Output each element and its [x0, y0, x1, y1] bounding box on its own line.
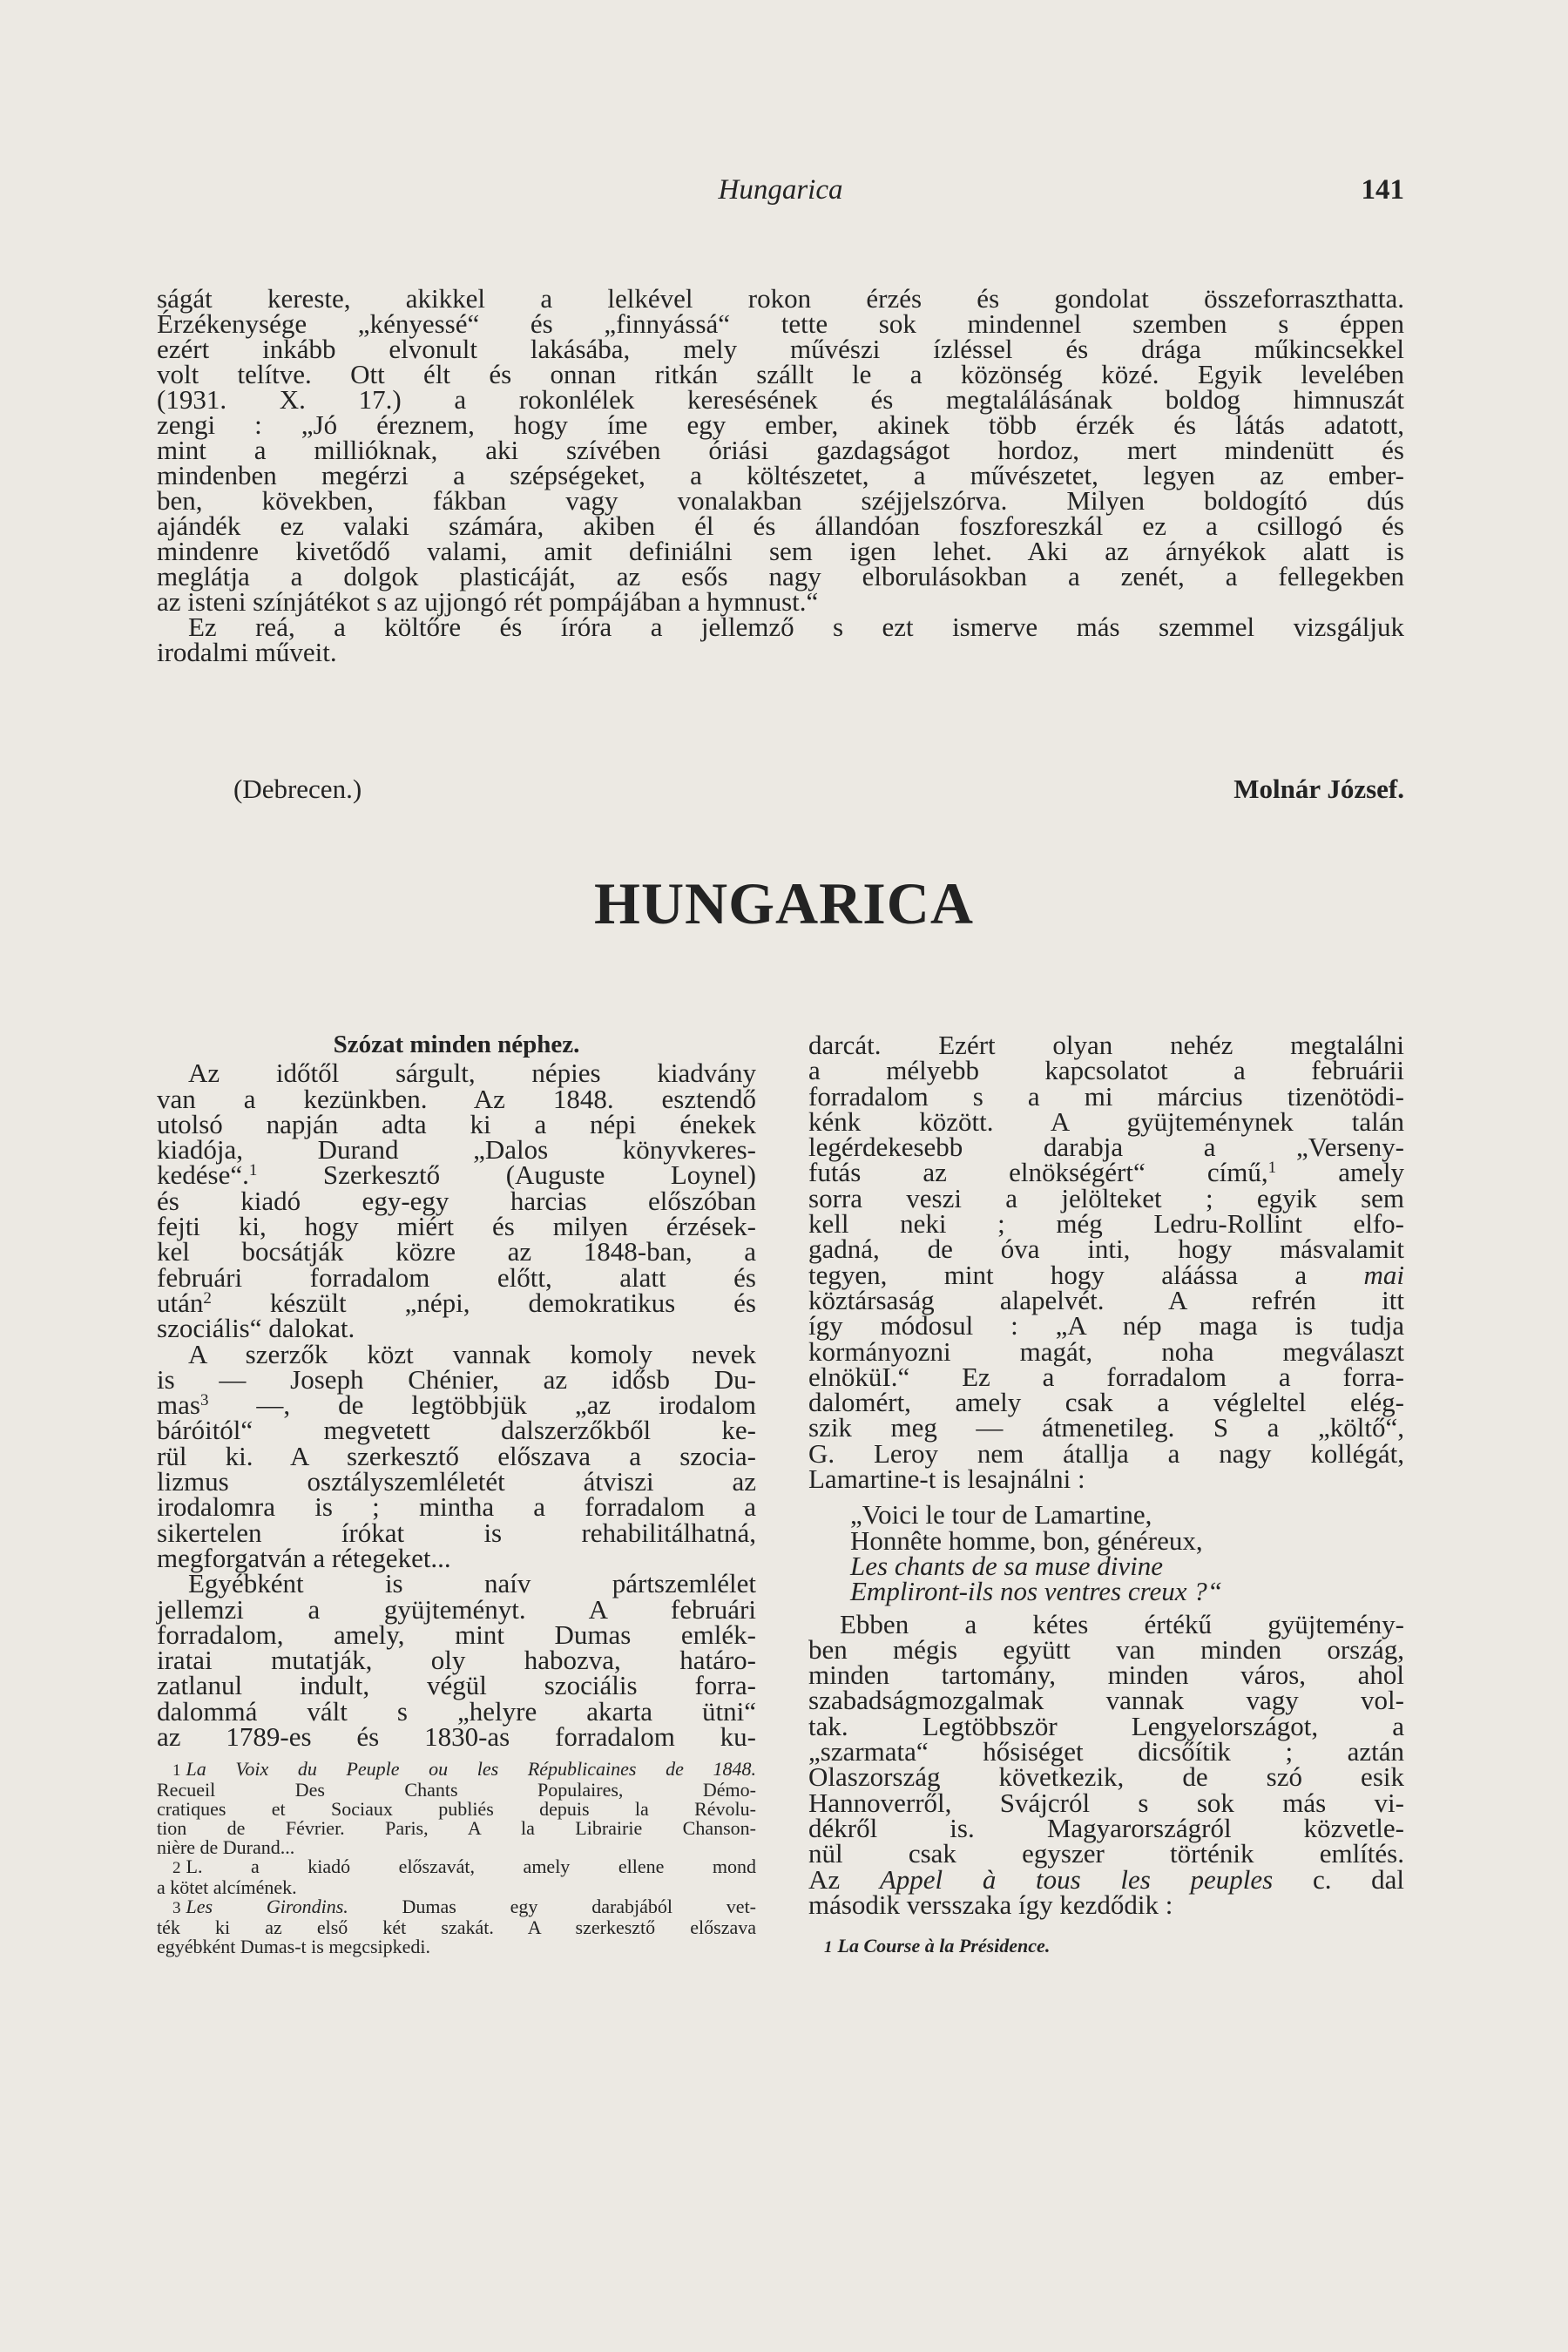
text-line: mas$^3$ —, de legtöbbjük „az irodalom [157, 1389, 756, 1421]
text-line: elnöküI.“ Ez a forradalom a forra- [808, 1361, 1404, 1392]
text-line: Olaszország következik, de szó esik [808, 1761, 1404, 1793]
text-line: dékről is. Magyarországról közvetle- [808, 1812, 1404, 1843]
text-line: fejti ki, hogy miért és milyen érzések- [157, 1211, 756, 1242]
text-line: kiadója, Durand „Dalos könyvkeres- [157, 1134, 756, 1166]
text-line: nül csak egyszer történik említés. [808, 1838, 1404, 1869]
poem-quote [850, 1499, 1404, 1607]
footnote-ref: 2 [203, 1288, 212, 1308]
text-line: iratai mutatják, oly habozva, határo- [157, 1645, 756, 1676]
author-signature: Molnár József. [1233, 774, 1404, 804]
text-line: szociális“ dalokat. [157, 1313, 355, 1344]
text-line: után$^2$ készült „népi, demokratikus és [157, 1287, 756, 1318]
footnote-line: egyébként Dumas-t is megcsipkedi. [157, 1936, 431, 1958]
text-line: szabadságmozgalmak vannak vagy vol- [808, 1685, 1404, 1716]
text-line: utolsó napján adta ki a népi énekek [157, 1108, 756, 1139]
text-line: is — Joseph Chénier, az idősb Du- [157, 1363, 756, 1395]
text-line: ben, kövekben, fákban vagy vonalakban széjjelszórva. Milyen boldogító dús [157, 485, 1404, 516]
text-line: Egyébként is naív pártszemlélet [188, 1568, 756, 1599]
footnote-ref: 1 [1267, 1159, 1277, 1178]
running-title: Hungarica [718, 174, 843, 206]
page-header [157, 174, 1404, 214]
section-title: HUNGARICA [594, 870, 974, 936]
text-line: kel bocsátják közre az 1848-ban, a [157, 1236, 756, 1267]
text-line: sorra veszi a jelölteket ; egyik sem [808, 1182, 1404, 1213]
text-line: (1931. X. 17.) a rokonlélek keresésének és megtalálásának boldog himnuszát [157, 384, 1404, 415]
text-line: köztársaság alapelvét. A refrén itt [808, 1284, 1404, 1315]
text-line: tegyen, mint hogy aláássa a mai [808, 1259, 1405, 1290]
text-line: mindenben megérzi a szépségeket, a költészetet, a művészetet, legyen az ember- [157, 460, 1404, 490]
text-line: az 1789-es és 1830-as forradalom ku- [157, 1721, 756, 1753]
footnote-ref: 1 [248, 1161, 258, 1180]
footnote-line: cratiques et Sociaux publiés depuis la Révolu- [157, 1798, 756, 1821]
text-line: A szerzők közt vannak komoly nevek [188, 1338, 756, 1369]
text-line: G. Leroy nem átallja a nagy kollégát, [808, 1437, 1404, 1469]
footnotes [157, 1760, 756, 1957]
text-line: forradalom, amely, mint Dumas emlék- [157, 1619, 756, 1650]
text-line: kedése“.$^1$ Szerkesztő (Auguste Loynel) [157, 1159, 756, 1191]
text-line: kell neki ; még Ledru-Rollint elfo- [808, 1208, 1404, 1240]
text-line: „szarmata“ hősiséget dicsőítik ; aztán [808, 1736, 1404, 1767]
text-line: az isteni színjátékot s az ujjongó rét pompájában a hymnust.“ [157, 586, 819, 617]
text-line: sikertelen írókat is rehabilitálhatná, [157, 1517, 756, 1548]
text-line: ságát kereste, akikkel a lelkével rokon érzés és gondolat összeforraszthatta. [157, 283, 1404, 314]
text-line: második versszaka így kezdődik : [808, 1889, 1173, 1920]
poem-line: Empliront-ils nos ventres creux ?“ [850, 1576, 1223, 1607]
poem-line: „Voici le tour de Lamartine, [850, 1499, 1152, 1531]
text-line: a mélyebb kapcsolatot a februárii [808, 1055, 1404, 1086]
text-line: Ez reá, a költőre és íróra a jellemző s ezt ismerve más szemmel vizsgáljuk [188, 612, 1404, 642]
poem-line: Honnête homme, bon, généreux, [850, 1524, 1203, 1556]
text-line: futás az elnökségért“ című,$^1$ amely [808, 1157, 1405, 1188]
signature-row [157, 774, 1404, 808]
text-line: mint a millióknak, aki szívében óriási gazdagságot hordoz, mert mindenütt és [157, 435, 1404, 465]
text-line: lizmus osztályszemléletét átviszi az [157, 1466, 756, 1497]
text-line: volt telítve. Ott élt és onnan ritkán szállt le a közönség közé. Egyik levelében [157, 359, 1404, 389]
text-line: ajándék ez valaki számára, akiben él és állandóan foszforeszkál ez a csillogó és [157, 510, 1404, 541]
footnote-line: 1 La Voix du Peuple ou les Républicaines de 1848. [172, 1758, 756, 1781]
text-line: Az Appel à tous les peuples c. dal [808, 1863, 1405, 1895]
text-line: irodalmi műveit. [157, 637, 337, 667]
text-line: ezért inkább elvonult lakásába, mely művészi ízléssel és drága műkincsekkel [157, 334, 1404, 364]
footnote-line: ték ki az első két szakát. A szerkesztő előszava [157, 1916, 756, 1939]
text-line: rül ki. A szerkesztő előszava a szocia- [157, 1440, 756, 1471]
text-line: megforgatván a rétegeket... [157, 1542, 451, 1573]
text-line: Az időtől sárgult, népies kiadvány [188, 1058, 756, 1089]
text-line: minden tartomány, minden város, ahol [808, 1659, 1404, 1691]
text-line: és kiadó egy-egy harcias előszóban [157, 1185, 756, 1216]
text-line: szik meg — átmenetileg. S a „költő“, [808, 1412, 1404, 1443]
text-line: ben mégis együtt van minden ország, [808, 1633, 1404, 1665]
footnote-line: nière de Durand... [157, 1836, 295, 1859]
text-line: irodalomra is ; mintha a forradalom a [157, 1491, 756, 1523]
text-line: Ebben a kétes értékű gyüjtemény- [840, 1608, 1404, 1639]
text-line: kormányozni magát, noha megválaszt [808, 1335, 1404, 1367]
text-line: februári forradalom előtt, alatt és [157, 1261, 756, 1293]
text-line: mindenre kivetődő valami, amit definiálni sem igen lehet. Aki az árnyékok alatt is [157, 536, 1404, 566]
right-column [808, 1032, 1404, 1960]
text-line: meglátja a dolgok plasticáját, az esős nagy elborulásokban a zenét, a fellegekben [157, 561, 1404, 591]
text-line: zengi : „Jó éreznem, hogy íme egy ember, akinek több érzék és látás adatott, [157, 409, 1404, 440]
footnote-line: 3 Les Girondins. Dumas egy darabjából vet- [172, 1896, 757, 1918]
footnote-line: 2 L. a kiadó előszavát, amely ellene mond [172, 1855, 756, 1878]
text-line: van a kezünkben. Az 1848. esztendő [157, 1083, 756, 1114]
footnote-line: a kötet alcímének. [157, 1876, 297, 1899]
article-subheading: Szózat minden néphez. [333, 1031, 580, 1058]
intro-paragraph [157, 283, 1404, 667]
text-line: Lamartine-t is lesajnálni : [808, 1463, 1085, 1495]
text-line: kénk között. A gyüjteménynek talán [808, 1105, 1404, 1137]
page-number: 141 [1361, 174, 1404, 206]
text-line: Hannoverről, Svájcról s sok más vi- [808, 1787, 1404, 1818]
footnote-right: 1 La Course à la Présidence. [824, 1935, 1051, 1957]
text-line: dalomért, amely csak a végleltel elég- [808, 1387, 1404, 1418]
footnote-line: Recueil Des Chants Populaires, Démo- [157, 1779, 756, 1801]
text-line: gadná, de óva inti, hogy másvalamit [808, 1233, 1404, 1265]
text-line: tak. Legtöbbször Lengyelországot, a [808, 1710, 1404, 1741]
poem-line: Les chants de sa muse divine [850, 1550, 1164, 1581]
footnote-ref: 3 [199, 1391, 209, 1410]
place-of-writing: (Debrecen.) [233, 774, 362, 804]
footnote-line: tion de Février. Paris, A la Librairie Chanson- [157, 1817, 756, 1840]
text-line: Érzékenysége „kényessé“ és „finnyássá“ tette sok mindennel szemben s éppen [157, 308, 1404, 339]
text-line: legérdekesebb darabja a „Verseny- [808, 1132, 1404, 1163]
text-line: jellemzi a gyüjteményt. A februári [157, 1593, 756, 1625]
text-line: darcát. Ezért olyan nehéz megtalálni [808, 1030, 1404, 1060]
text-line: forradalom s a mi március tizenötödi- [808, 1080, 1404, 1112]
text-line: zatlanul indult, végül szociális forra- [157, 1670, 756, 1701]
text-line: dalommá vált s „helyre akarta ütni“ [157, 1695, 756, 1727]
left-column [157, 1032, 756, 1957]
text-line: így módosul : „A nép maga is tudja [808, 1310, 1404, 1342]
text-line: báróitól“ megvetett dalszerzőkből ke- [157, 1415, 756, 1446]
